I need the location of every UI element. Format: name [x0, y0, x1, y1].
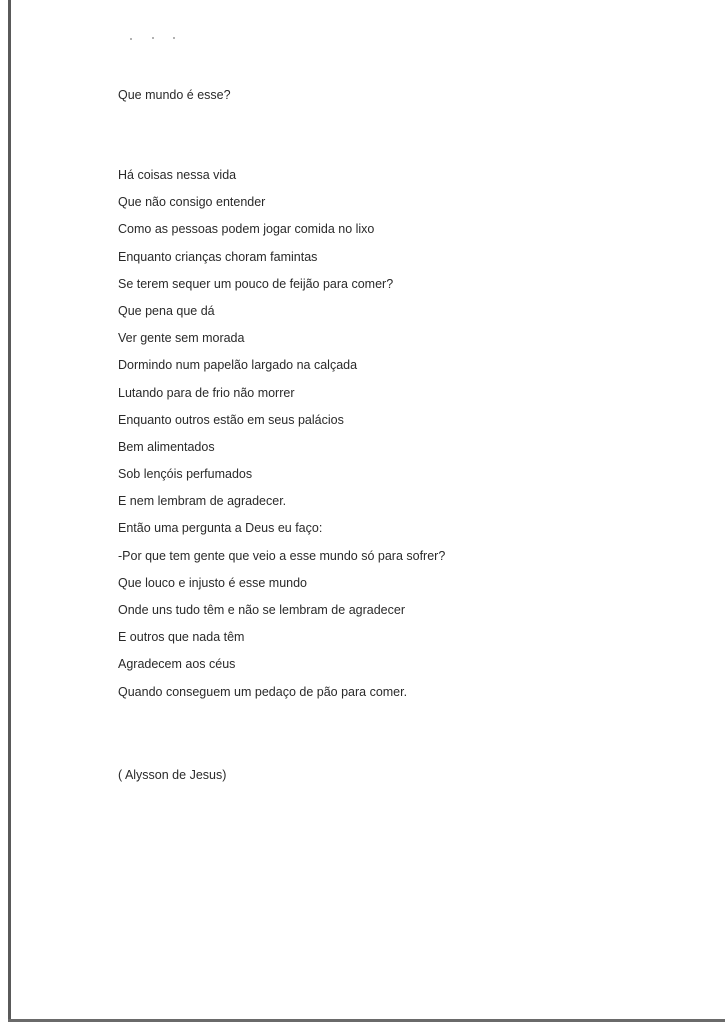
- poem-line: Então uma pergunta a Deus eu faço:: [118, 521, 323, 536]
- poem-line: Onde uns tudo têm e não se lembram de agradecer: [118, 603, 405, 617]
- scan-edge-left: [8, 0, 11, 1022]
- poem-line: Agradecem aos céus: [118, 657, 236, 672]
- poem-line: Que não consigo entender: [118, 195, 266, 210]
- poem-line: Dormindo num papelão largado na calçada: [118, 358, 358, 373]
- poem-line: Sob lençóis perfumados: [118, 467, 253, 482]
- poem-title: Que mundo é esse?: [118, 88, 231, 102]
- poem-line: Quando conseguem um pedaço de pão para comer.: [118, 684, 408, 699]
- scan-edge-bottom: [8, 1019, 725, 1022]
- poem-line: Que pena que dá: [118, 303, 215, 318]
- poem-line: Enquanto outros estão em seus palácios: [118, 412, 344, 427]
- poem-line: Bem alimentados: [118, 439, 215, 454]
- poem-line: Ver gente sem morada: [118, 331, 245, 346]
- poem-line: Como as pessoas podem jogar comida no lixo: [118, 222, 375, 237]
- poem-line: E nem lembram de agradecer.: [118, 494, 287, 509]
- scan-speck: [152, 37, 154, 39]
- scan-speck: [173, 37, 175, 39]
- poem-body: [118, 167, 445, 711]
- poem-line: Que louco e injusto é esse mundo: [118, 575, 308, 590]
- poem-line: Se terem sequer um pouco de feijão para comer?: [118, 276, 394, 291]
- poem-line: Lutando para de frio não morrer: [118, 385, 295, 400]
- scan-speck: [130, 38, 132, 40]
- poem-line: Enquanto crianças choram famintas: [118, 249, 318, 264]
- poem-line: E outros que nada têm: [118, 630, 245, 645]
- poem-author: ( Alysson de Jesus): [118, 768, 227, 782]
- poem-line: -Por que tem gente que veio a esse mundo só para sofrer?: [118, 548, 446, 563]
- poem-line: Há coisas nessa vida: [118, 168, 237, 182]
